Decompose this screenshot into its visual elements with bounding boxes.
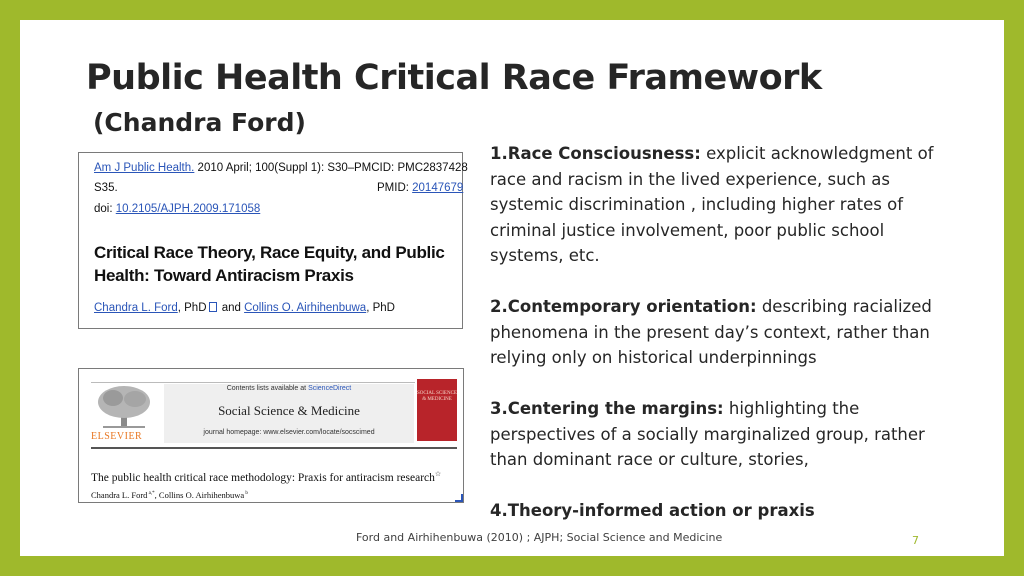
point-centering-margins xyxy=(490,396,960,473)
elsevier-wordmark: ELSEVIER xyxy=(91,431,143,442)
corner-bracket-icon xyxy=(455,494,463,502)
slide-title: Public Health Critical Race Framework xyxy=(86,58,822,98)
contents-prefix: Contents lists available at xyxy=(226,385,309,392)
divider xyxy=(91,447,457,449)
slide xyxy=(20,20,1004,556)
author-suffix: , PhD xyxy=(366,302,395,314)
journal-homepage: journal homepage: www.elsevier.com/locate/socscimed xyxy=(203,429,375,436)
journal-issue: 2010 April; 100(Suppl 1): S30– xyxy=(194,162,355,174)
journal-name: Social Science & Medicine xyxy=(218,403,360,418)
pmid-label: PMID: xyxy=(377,182,413,194)
mail-icon[interactable] xyxy=(209,302,217,312)
point-text: highlighting the perspectives of a socially marginalized group, rather than dominant race or culture, stories, xyxy=(490,399,925,469)
point-race-consciousness xyxy=(490,141,960,269)
author-affiliation-mark: b xyxy=(244,491,248,497)
and-text: and xyxy=(218,302,245,314)
author-affiliation-mark: a,* xyxy=(147,491,155,497)
journal-link[interactable]: Am J Public Health. xyxy=(94,162,195,174)
ajph-citation-image xyxy=(78,152,468,329)
ssm-citation-image xyxy=(78,368,464,503)
author-link-ford[interactable]: Chandra L. Ford xyxy=(94,302,178,314)
pmid-link[interactable]: 20147679 xyxy=(412,182,464,194)
author-airhihenbuwa: , Collins O. Airhihenbuwa xyxy=(154,490,245,500)
journal-cover-image: SOCIAL SCIENCE & MEDICINE xyxy=(417,379,457,441)
point-lead: 4.Theory-informed action or praxis xyxy=(490,501,815,520)
paper-title-text: The public health critical race methodology: Praxis for antiracism research xyxy=(91,471,435,484)
slide-footer: Ford and Airhihenbuwa (2010) ; AJPH; Social Science and Medicine xyxy=(356,531,723,544)
point-lead: 3.Centering the margins: xyxy=(490,399,724,418)
author-ford: Chandra L. Ford xyxy=(91,490,148,500)
sciencedirect-link[interactable]: ScienceDirect xyxy=(308,385,352,392)
author-link-airhihenbuwa[interactable]: Collins O. Airhihenbuwa xyxy=(244,302,367,314)
point-text: explicit acknowledgment of race and racism in the lived experience, such as systemic discrimination , including higher rates of criminal justice involvement, poor public school systems, etc. xyxy=(490,144,934,265)
point-text: describing racialized phenomena in the present day’s context, rather than relying only on historical underpinnings xyxy=(490,297,932,367)
point-lead: 1.Race Consciousness: xyxy=(490,144,701,163)
pmcid: PMCID: PMC2837428 xyxy=(354,162,468,174)
divider xyxy=(91,382,415,383)
paper-title xyxy=(91,470,441,484)
framework-points xyxy=(490,141,960,549)
paper-authors xyxy=(91,490,248,500)
point-theory-praxis xyxy=(490,498,960,524)
star-icon: ☆ xyxy=(434,470,442,478)
doi-label: doi: xyxy=(94,203,116,215)
article-title: Critical Race Theory, Race Equity, and Public Health: Toward Antiracism Praxis xyxy=(94,243,445,285)
slide-subtitle: (Chandra Ford) xyxy=(93,108,306,137)
journal-header xyxy=(164,384,414,443)
point-contemporary-orientation xyxy=(490,294,960,371)
author-suffix: , PhD xyxy=(177,302,207,314)
pages-continued: S35. xyxy=(94,182,118,194)
point-lead: 2.Contemporary orientation: xyxy=(490,297,757,316)
page-number: 7 xyxy=(912,534,919,547)
doi-link[interactable]: 10.2105/AJPH.2009.171058 xyxy=(115,203,261,215)
contents-line xyxy=(164,385,414,392)
